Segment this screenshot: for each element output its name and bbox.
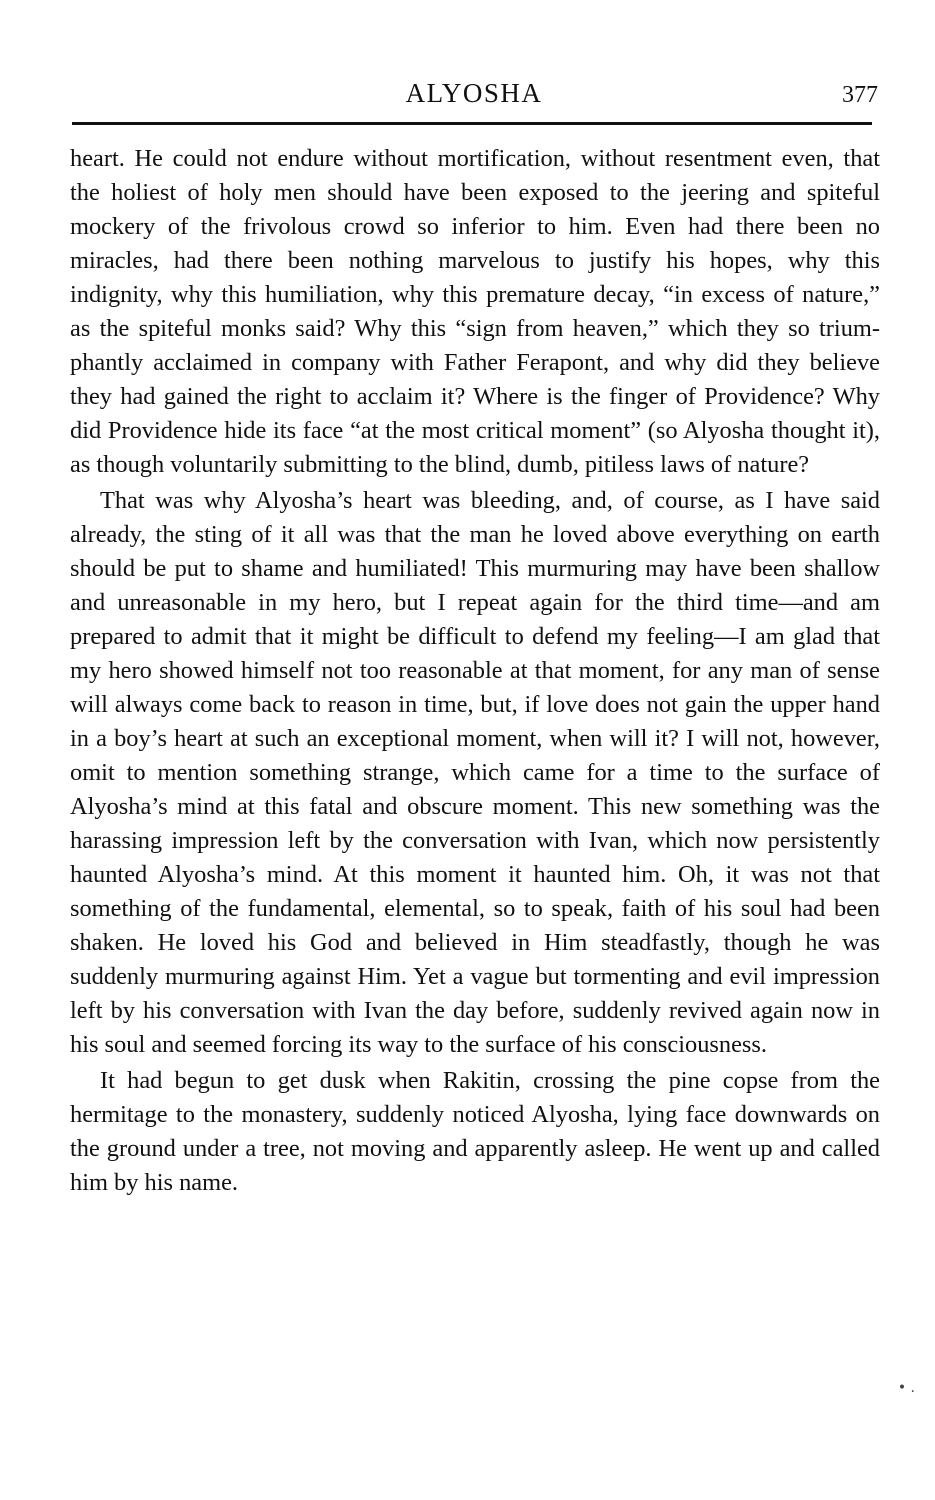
running-head <box>70 78 878 112</box>
body-text <box>70 142 880 1200</box>
running-title: ALYOSHA <box>405 78 543 108</box>
paragraph-2: That was why Alyosha’s heart was bleeding, and, of course, as I have said already, the sting of it all was that the man he loved above everything on earth should be put to shame and humiliated! This murmuring may have been shallow and unreasonable in my hero, but I repeat again for the third time—and am prepared to admit that it might be difficult to defend my feeling—I am glad that my hero showed himself not too reasonable at that moment, for any man of sense will always come back to reason in time, but, if love does not gain the upper hand in a boy’s heart at such an exceptional moment, when will it? I will not, however, omit to mention something strange, which came for a time to the surface of Alyosha’s mind at this fatal and obscure moment. This new something was the harassing impression left by the conversation with Ivan, which now persistently haunted Alyosha’s mind. At this moment it haunted him. Oh, it was not that something of the fundamental, elemental, so to speak, faith of his soul had been shaken. He loved his God and believed in Him steadfastly, though he was suddenly murmuring against Him. Yet a vague but tormenting and evil impression left by his conversation with Ivan the day before, suddenly revived again now in his soul and seemed forcing its way to the surface of his consciousness. <box>70 487 880 1058</box>
page-number: 377 <box>842 82 878 108</box>
scan-specks: • . <box>897 1380 915 1396</box>
paragraph-1: heart. He could not endure without mortification, without resentment even, that the holiest of holy men should have been exposed to the jeering and spiteful mockery of the frivolous crowd so inferior to him. Even had there been no miracles, had there been nothing marvelous to justify his hopes, why this indignity, why this humiliation, why this premature decay, “in excess of nature,” as the spiteful monks said? Why this “sign from heaven,” which they so triumphantly acclaimed in company with Father Ferapont, and why did they believe they had gained the right to acclaim it? Where is the finger of Providence? Why did Providence hide its face “at the most critical moment” (so Alyosha thought it), as though voluntarily submitting to the blind, dumb, pitiless laws of nature? <box>70 145 880 478</box>
header-rule <box>72 122 872 125</box>
paragraph-3: It had begun to get dusk when Rakitin, crossing the pine copse from the hermitage to the monastery, suddenly noticed Alyosha, lying face downwards on the ground under a tree, not moving and apparently asleep. He went up and called him by his name. <box>70 1067 880 1196</box>
